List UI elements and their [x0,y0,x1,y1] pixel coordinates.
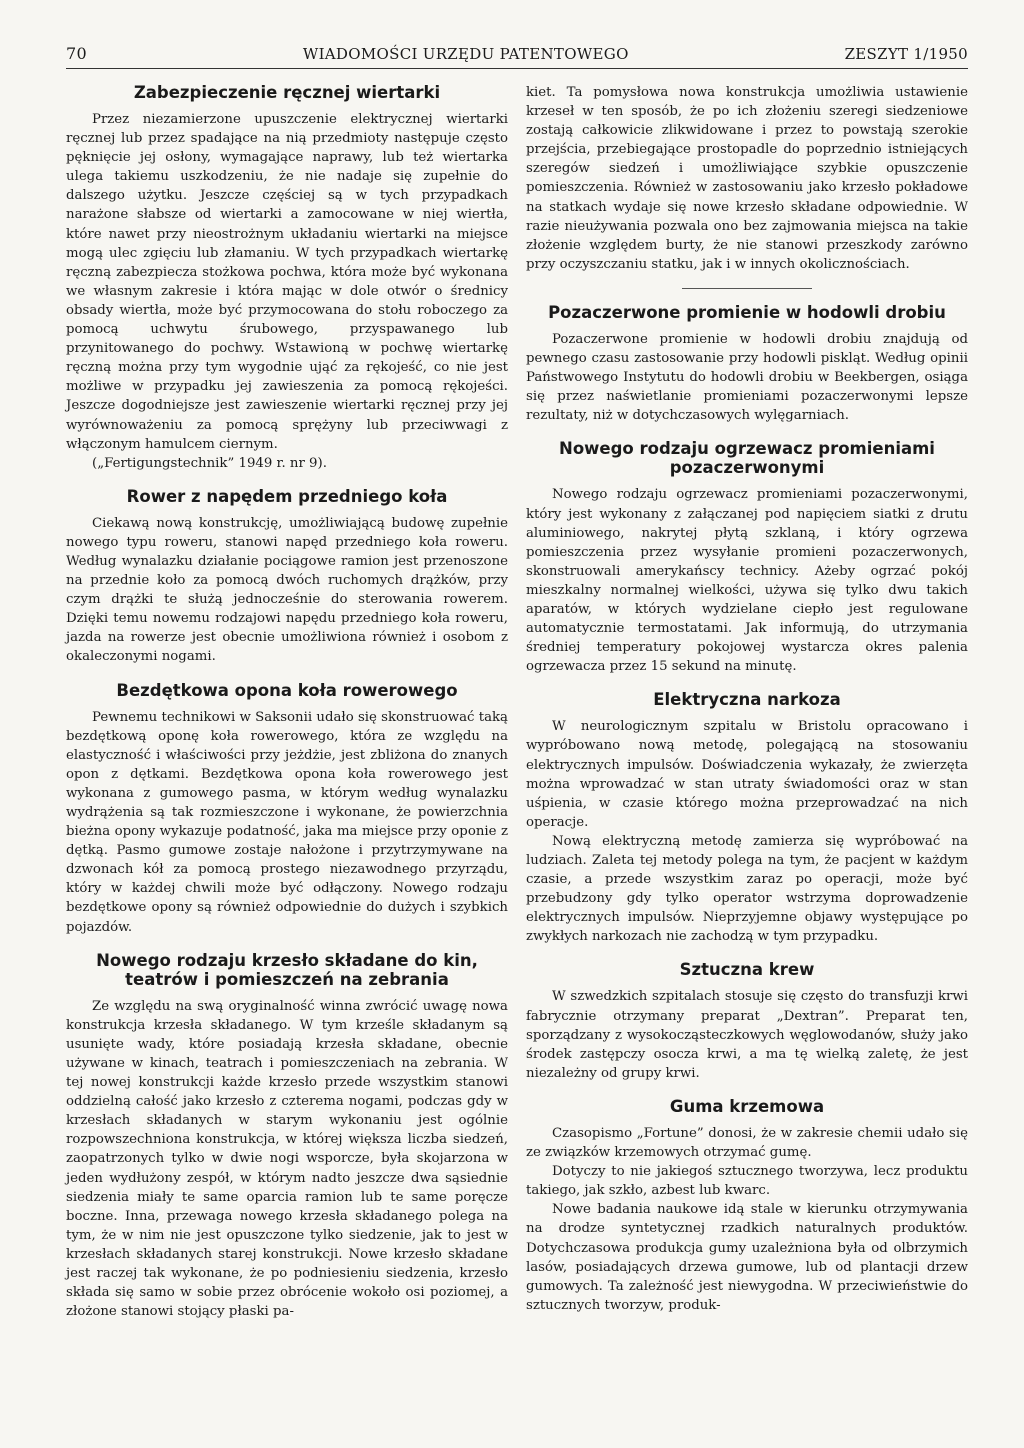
article-body-folding-chair: Ze względu na swą oryginalność winna zwrócić uwagę nowa konstrukcja krzesła składanego. W tym krześle składanym są usunięte wady, które posiadają krzesła składane, obecnie używane w kinach, teatrach i pomieszczeniach na zebrania. W tej nowej konstrukcji każde krzesło przede wszystkim stanowi oddzielną całość jako krzesło z czterema nogami, podczas gdy w krzesłach składanych w starym wykonaniu jest ogólnie rozpowszechniona konstrukcja, w której większa liczba siedzeń, zaopatrzonych tylko w dwie nogi wsporcze, była skojarzona w jeden wydłużony zespół, w którym nadto jeszcze dwa sąsiednie siedzenia miały te same oparcia ramion lub te same poręcze boczne. Inna, przewaga nowego krzesła składanego polega na tym, że w nim nie jest opuszczone tylko siedzenie, jak to jest w krzesłach składanych starej konstrukcji. Nowe krzesło składane jest raczej tak wykonane, że po podniesieniu siedzenia, krzesło składa się samo w sobie przez obrócenie wokoło osi poziomej, a złożone stanowi stojący płaski pa- [66,998,508,1320]
journal-title: WIADOMOŚCI URZĘDU PATENTOWEGO [302,45,629,63]
page-number: 70 [66,44,87,63]
text-columns [66,83,968,1321]
article-title-infrared-heater: Nowego rodzaju ogrzewacz promieniami pozaczerwonymi [559,439,935,478]
page-header [66,44,968,69]
article-title-drill-guard: Zabezpieczenie ręcznej wiertarki [133,83,441,102]
section-divider [682,288,812,289]
article-title-front-drive-bicycle: Rower z napędem przedniego koła [126,486,448,506]
article-body-folding-chair-continued: kiet. Ta pomysłowa nowa konstrukcja umożliwia ustawienie krzeseł w ten sposób, że po ich złożeniu szeregi siedzeniowe zostają całkowicie zlikwidowane i przez to powstają szerokie przejścia, przebiegające prostopadle do poprzednio istniejących szeregów siedzeń i umożliwiające szybkie opuszczenie pomieszczenia. Również w zastosowaniu jako krzesło pokładowe na statkach wydaje się nowe krzesło składane odpowiednie. W razie nieużywania pozwala ono bez zajmowania miejsca na takie złożenie względem burty, że nie stanowi przeszkody zarówno przy oczyszczaniu statku, jak i w innych okolicznościach. [526,85,968,272]
article-body-infrared-heater: Nowego rodzaju ogrzewacz promieniami pozaczerwonymi, który jest wykonany z załączanej pod napięciem siatki z drutu aluminiowego, nakrytej płytą szklaną, i który ogrzewa pomieszczenia przez wysyłanie promieni pozaczerwonych, skonstruowali amerykańscy technicy. Ażeby ogrzać pokój mieszkalny normalnej wielkości, używa się tylko dwu takich aparatów, w których wydzielane ciepło jest regulowane automatycznie termostatami. Jak informują, do utrzymania średniej temperatury pokojowej wystarcza okres palenia ogrzewacza przez 15 sekund na minutę. [526,487,968,675]
article-body-drill-guard: Przez niezamierzone upuszczenie elektrycznej wiertarki ręcznej lub przez spadające na nią przedmioty następuje często pęknięcie jej osłony, wymagające naprawy, lub też wiertarka ulega takiemu uszkodzeniu, że nie nadaje się zupełnie do dalszego użytku. Jeszcze częściej są w tych przypadkach narażone słabsze od wiertarki a zamocowane w niej wiertła, które nawet przy nieostrożnym układaniu wiertarki na miejsce mogą ulec zgięciu lub złamaniu. W tych przypadkach wiertarkę ręczną zabezpiecza stożkowa pochwa, która może być wykonana we własnym zakresie i która mając w dole otwór o średnicy obsady wiertła, może być przymocowana do stołu roboczego za pomocą uchwytu śrubowego, przyspawanego lub przynitowanego do pochwy. Wstawioną w pochwę wiertarkę ręczną można przy tym wygodnie ująć za rękojeść, co nie jest możliwe w przypadku jej zawieszenia za pomocą rękojeści. Jeszcze dogodniejsze jest zawieszenie wiertarki ręcznej przy jej wyrównoważeniu za pomocą sprężyny lub przeciwwagi z włączonym hamulcem ciernym. [66,112,508,452]
article-title-tubeless-tire: Bezdętkowa opona koła rowerowego [116,680,458,700]
article-body-electric-narcosis: W neurologicznym szpitalu w Bristolu opracowano i wypróbowano nową metodę, polegającą na stosowaniu elektrycznych impulsów. Doświadczenia wykazały, że zwierzęta można wprowadzać w stan utraty świadomości oraz w stan uśpienia, w czasie którego można przeprowadzać na nich operacje. [526,719,968,830]
article-body-electric-narcosis-2: Nową elektryczną metodę zamierza się wypróbować na ludziach. Zaleta tej metody polega na tym, że pacjent w każdym czasie, a przede wszystkim zaraz po operacji, może być przebudzony gdy tylko operator wstrzyma doprowadzenie elektrycznych impulsów. Nieprzyjemne objawy występujące po zwykłych narkozach nie zachodzą w tym przypadku. [526,833,968,945]
article-title-infrared-poultry: Pozaczerwone promienie w hodowli drobiu [548,302,946,322]
article-body-silicone-rubber: Czasopismo „Fortune” donosi, że w zakresie chemii udało się ze związków krzemowych otrzymać gumę. [526,1125,968,1161]
left-column [66,83,508,1321]
right-column [526,83,968,1321]
article-title-silicone-rubber: Guma krzemowa [669,1096,825,1116]
article-body-front-drive-bicycle: Ciekawą nową konstrukcję, umożliwiającą budowę zupełnie nowego typu roweru, stanowi napęd przedniego koła roweru. Według wynalazku działanie pociągowe ramion jest przenoszone na przednie koło za pomocą dwóch ruchomych drążków, przy czym drążki te służą jednocześnie do sterowania rowerem. Dzięki temu nowemu rodzajowi napędu przedniego koła roweru, jazda na rowerze jest obecnie umożliwiona również i osobom z okaleczonymi nogami. [66,515,508,665]
article-body-silicone-rubber-2: Dotyczy to nie jakiegoś sztucznego tworzywa, lecz produktu takiego, jak szkło, azbest lub kwarc. [526,1164,968,1199]
article-title-electric-narcosis: Elektryczna narkoza [653,690,841,710]
article-title-artificial-blood: Sztuczna krew [679,960,815,980]
article-title-folding-chair: Nowego rodzaju krzesło składane do kin, teatrów i pomieszczeń na zebrania [96,950,478,989]
article-body-artificial-blood: W szwedzkich szpitalach stosuje się często do transfuzji krwi fabrycznie otrzymany preparat „Dextran”. Preparat ten, sporządzany z wysokocząsteczkowych węglowodanów, służy jako środek zastępczy osocza krwi, a ma tę wielką zaletę, że jest niezależny od grupy krwi. [526,989,968,1081]
issue-label: ZESZYT 1/1950 [844,45,968,63]
article-body-infrared-poultry: Pozaczerwone promienie w hodowli drobiu znajdują od pewnego czasu zastosowanie przy hodowli piskląt. Według opinii Państwowego Instytutu do hodowli drobiu w Beekbergen, osiąga się przez naświetlanie promieniami pozaczerwonymi lepsze rezultaty, niż w dotychczasowych wylęgarniach. [526,331,968,424]
article-body-silicone-rubber-3: Nowe badania naukowe idą stale w kierunku otrzymywania na drodze syntetycznej rzadkich naturalnych produktów. Dotychczasowa produkcja gumy uzależniona była od olbrzymich lasów, posiadających drzewa gumowe, lub od plantacji drzew gumowych. Ta zależność jest niewygodna. W przeciwieństwie do sztucznych tworzyw, produk- [526,1202,968,1313]
article-citation: („Fertigungstechnik” 1949 r. nr 9). [92,455,327,471]
article-body-tubeless-tire: Pewnemu technikowi w Saksonii udało się skonstruować taką bezdętkową oponę koła rowerowego, która ze względu na elastyczność i właściwości przy jeżdżie, jest zbliżona do znanych opon z dętkami. Bezdętkowa opona koła rowerowego jest wykonana z gumowego pasma, w którym według wynalazku wydrążenia są tak rozmieszczone i wykonane, że powierzchnia bieżna opony wykazuje podatność, jaka ma miejsce przy oponie z dętką. Pasmo gumowe zostaje nałożone i przytrzymywane na dzwonach kół za pomocą prostego niezawodnego przyrządu, który w każdej chwili może być odłączony. Nowego rodzaju bezdętkowe opony są również odpowiednie do dużych i szybkich pojazdów. [66,709,508,935]
